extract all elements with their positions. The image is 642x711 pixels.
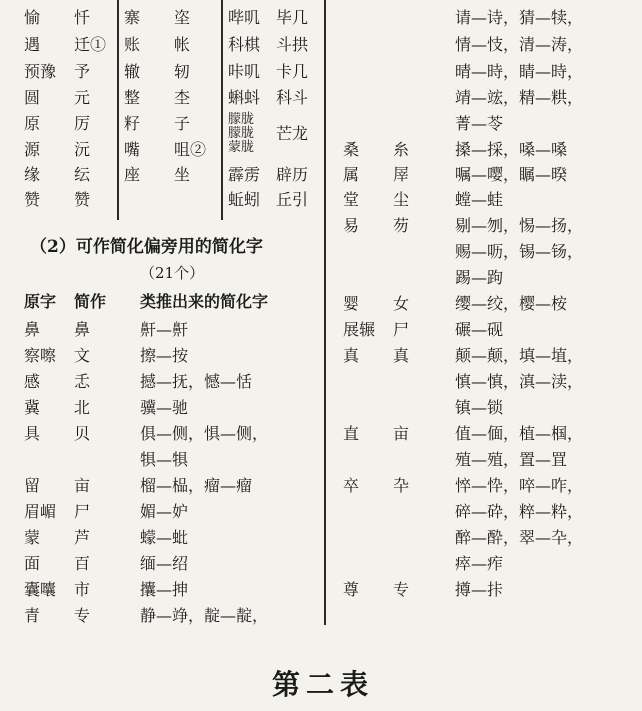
table-cell: 眉嵋 (24, 502, 57, 521)
table-cell: 靖—竤，精—粠， (455, 88, 584, 107)
table-cell: 颠—颠，填—埴， (455, 346, 584, 365)
table-cell: 籽 (124, 114, 141, 133)
page-heading: 第二表 (272, 668, 375, 701)
table-cell: 尊 (343, 580, 360, 599)
table-cell: 尘 (393, 190, 410, 209)
table-cell: 醉—酔，翠—卆， (455, 528, 584, 547)
table-cell: 真 (393, 346, 410, 365)
table-cell: 菁—苓 (455, 114, 504, 133)
table-cell: 纭 (74, 165, 91, 184)
table-cell: 科斗 (276, 88, 309, 107)
table-cell: 寨 (124, 8, 141, 27)
table-cell: 感 (24, 372, 41, 391)
table-cell: 碎—砕，粹—粋， (455, 502, 584, 521)
table-cell: 缅—绍 (140, 554, 189, 573)
table-cell: 朦胧 (228, 126, 255, 141)
table-cell: 真 (343, 346, 360, 365)
table-cell: 杢 (174, 88, 191, 107)
table-cell: 糸 (393, 140, 410, 159)
table-cell: 辙 (124, 62, 141, 81)
table-cell: 哔叽 (228, 8, 261, 27)
table-cell: 座 (124, 165, 141, 184)
table-cell: 情—忮，清—涛， (455, 35, 584, 54)
table-cell: 垐 (174, 8, 191, 27)
table-cell: 整 (124, 88, 141, 107)
table-cell: 搡—採，嗓—嗓 (455, 140, 568, 159)
table-cell: 媚—妒 (140, 502, 189, 521)
table-cell: 蝌蚪 (228, 88, 261, 107)
table-cell: 赞 (74, 190, 91, 209)
table-cell: 榴—榀，瘤—瘤 (140, 476, 253, 495)
table-cell: 慎—慎，滇—渎， (455, 372, 584, 391)
table-cell: 科棋 (228, 35, 261, 54)
table-cell: 迁① (74, 35, 107, 54)
table-cell: 值—偭，植—椢， (455, 424, 584, 443)
section-title: （2）可作简化偏旁用的简化字 (30, 237, 263, 257)
table-cell: 账 (124, 35, 141, 54)
column-header-derived: 类推出来的简化字 (140, 292, 269, 311)
table-cell: 子 (174, 114, 191, 133)
table-cell: 鼻 (74, 320, 91, 339)
table-cell: 蠓—蚍 (140, 528, 189, 547)
table-cell: 犋—犋 (140, 450, 189, 469)
table-cell: 具 (24, 424, 41, 443)
table-cell: 镇—锁 (455, 398, 504, 417)
table-cell: 婴 (343, 294, 360, 313)
table-cell: 易 (343, 216, 360, 235)
table-cell: 遇 (24, 35, 41, 54)
table-cell: 悴—忰，啐—咋， (455, 476, 584, 495)
table-cell: 元 (74, 88, 91, 107)
column-divider-main (324, 0, 326, 625)
table-cell: 蒙 (24, 528, 41, 547)
table-cell: 赞 (24, 190, 41, 209)
table-cell: 瘁—痄 (455, 554, 504, 573)
table-cell: 市 (74, 580, 91, 599)
table-cell: 朦胧 (228, 112, 255, 127)
table-cell: 属 (343, 165, 360, 184)
column-divider-2 (221, 0, 223, 220)
table-cell: 尸 (393, 320, 410, 339)
table-cell: 蒙胧 (228, 140, 255, 155)
table-cell: 攮—抻 (140, 580, 189, 599)
table-cell: 专 (393, 580, 410, 599)
table-cell: 斗拱 (276, 35, 309, 54)
table-cell: 厉 (74, 114, 91, 133)
table-cell: 文 (74, 346, 91, 365)
table-cell: 尸 (74, 502, 91, 521)
table-cell: 晴—時，睛—時， (455, 62, 584, 81)
table-cell: 贝 (74, 424, 91, 443)
table-cell: 源 (24, 140, 41, 159)
table-cell: 圆 (24, 88, 41, 107)
table-cell: 沅 (74, 140, 91, 159)
column-divider-1 (117, 0, 119, 220)
table-cell: 卡几 (276, 62, 309, 81)
table-cell: 嘱—嘤，瞩—暌 (455, 165, 568, 184)
table-cell: 丘引 (276, 190, 309, 209)
table-cell: 屖 (393, 165, 410, 184)
table-cell: 忏 (74, 8, 91, 27)
table-cell: 静—竫，靛—靛， (140, 606, 269, 625)
table-cell: 剔—刎，惕—扬， (455, 216, 584, 235)
table-cell: 面 (24, 554, 41, 573)
column-header-simplified: 简作 (74, 292, 107, 311)
table-cell: 芴 (393, 216, 410, 235)
table-cell: 百 (74, 554, 91, 573)
table-cell: 芦 (74, 528, 91, 547)
table-cell: 擦—按 (140, 346, 189, 365)
table-cell: 亩 (74, 476, 91, 495)
table-cell: 鼻 (24, 320, 41, 339)
table-cell: 亩 (393, 424, 410, 443)
table-cell: 忎 (74, 372, 91, 391)
column-header-original: 原字 (24, 292, 57, 311)
table-cell: 辟历 (276, 165, 309, 184)
table-cell: 愉 (24, 8, 41, 27)
table-cell: 芒龙 (276, 124, 309, 143)
table-cell: 碾—砚 (455, 320, 504, 339)
table-cell: 螳—蛙 (455, 190, 504, 209)
table-cell: 卒 (343, 476, 360, 495)
table-cell: 桑 (343, 140, 360, 159)
section-count: （21个） (140, 264, 205, 282)
table-cell: 预豫 (24, 62, 57, 81)
table-cell: 撙—拤 (455, 580, 504, 599)
table-cell: 骥—驰 (140, 398, 189, 417)
table-cell: 直 (343, 424, 360, 443)
table-cell: 原 (24, 114, 41, 133)
table-cell: 予 (74, 62, 91, 81)
table-cell: 帐 (174, 35, 191, 54)
table-cell: 轫 (174, 62, 191, 81)
table-cell: 踢—跔 (455, 268, 504, 287)
table-cell: 缘 (24, 165, 41, 184)
table-cell: 囊囔 (24, 580, 57, 599)
table-cell: 卆 (393, 476, 410, 495)
table-cell: 俱—侧，惧—侧， (140, 424, 269, 443)
table-cell: 咔叽 (228, 62, 261, 81)
table-cell: 赐—呖，锡—钖， (455, 242, 584, 261)
table-cell: 女 (393, 294, 410, 313)
table-cell: 北 (74, 398, 91, 417)
table-cell: 展辗 (343, 320, 376, 339)
table-cell: 察嚓 (24, 346, 57, 365)
table-cell: 专 (74, 606, 91, 625)
table-cell: 堂 (343, 190, 360, 209)
table-cell: 殖—殖，置—罝 (455, 450, 568, 469)
table-cell: 缨—绞，樱—桉 (455, 294, 568, 313)
table-cell: 鼾—鼾 (140, 320, 189, 339)
table-cell: 霹雳 (228, 165, 261, 184)
table-cell: 请—诗，猜—犊， (455, 8, 584, 27)
table-cell: 冀 (24, 398, 41, 417)
table-cell: 青 (24, 606, 41, 625)
table-cell: 坐 (174, 165, 191, 184)
table-cell: 嘴 (124, 140, 141, 159)
table-cell: 咀② (174, 140, 207, 159)
table-cell: 蚯蚓 (228, 190, 261, 209)
table-cell: 撼—抚，憾—恬 (140, 372, 253, 391)
table-cell: 毕几 (276, 8, 309, 27)
table-cell: 留 (24, 476, 41, 495)
